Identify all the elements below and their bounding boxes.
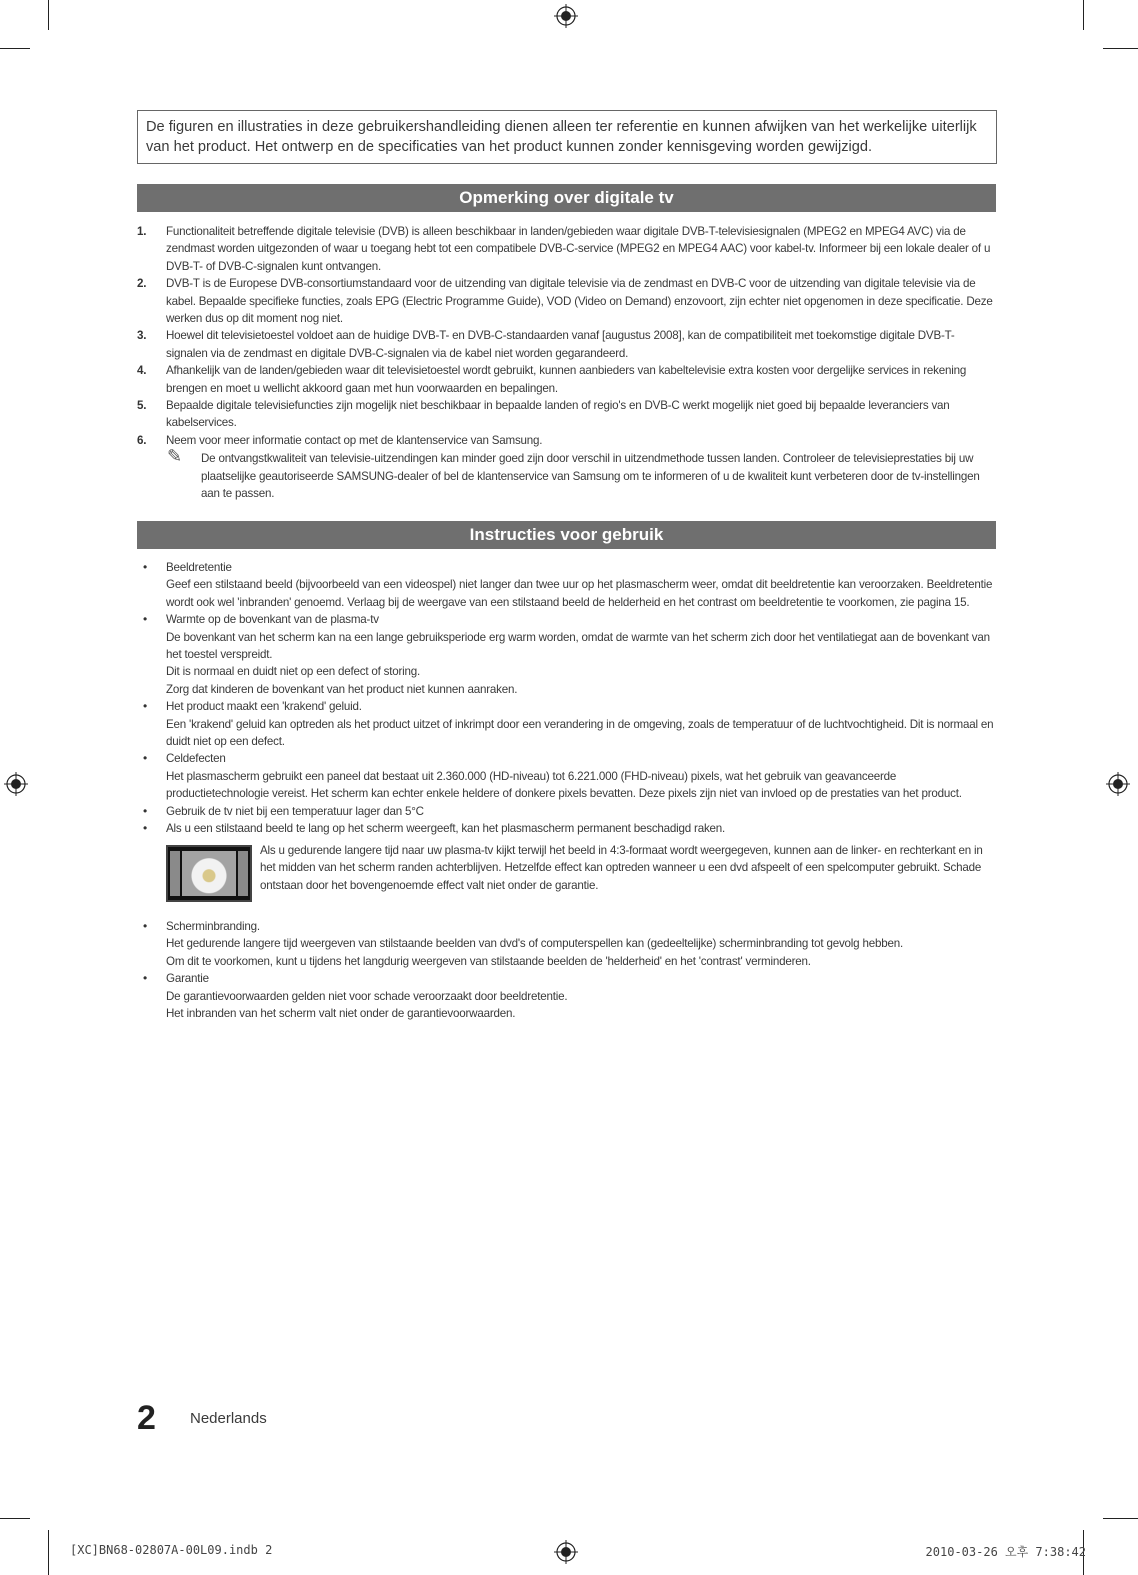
item-text: Hoewel dit televisietoestel voldoet aan de huidige DVB-T- en DVB-C-standaarden vanaf [augustus 2008], kan de compatibiliteit met toekomstige digitale DVB-T-signalen via de zendmast en digitale DVB-C-signalen via de kabel niet worden gegarandeerd. xyxy=(166,329,955,360)
bullet-icon: • xyxy=(143,699,148,714)
bullet-text: De garantievoorwaarden gelden niet voor schade veroorzaakt door beeldretentie. xyxy=(166,989,568,1003)
item-number: 1. xyxy=(137,225,147,238)
section-header-digital-tv: Opmerking over digitale tv xyxy=(137,184,996,212)
bullet-heading: Gebruik de tv niet bij een temperatuur lager dan 5°C xyxy=(166,804,424,818)
bullet-text: Zorg dat kinderen de bovenkant van het product niet kunnen aanraken. xyxy=(166,682,518,696)
flower-image xyxy=(182,851,236,896)
side-bar xyxy=(238,851,248,896)
crop-mark xyxy=(0,48,30,49)
bullet-text: Het plasmascherm gebruikt een paneel dat bestaat uit 2.360.000 (HD-niveau) tot 6.221.000 (FHD-niveau) pixels, wat het gebruik van geavanceerde productietechnologie vereist. Het scherm kan echter enkele heldere of donkere pixels bevatten. Deze pixels zijn niet van invloed op de prestaties van het product. xyxy=(166,769,962,801)
bullet-text: Het gedurende langere tijd weergeven van stilstaande beelden van dvd's of computerspellen kan (gedeeltelijke) scherminbranding tot gevolg hebben. xyxy=(166,937,903,951)
crop-mark xyxy=(48,1530,49,1575)
list-item xyxy=(137,223,995,275)
item-text: DVB-T is de Europese DVB-consortiumstandaard voor de uitzending van digitale televisie via de zendmast en DVB-C voor de uitzending van digitale televisie via de kabel. Bepaalde specifieke functies, zoals EPG (Electric Programme Guide), VOD (Video on Demand) enzovoort, zijn echter niet opgenomen in deze specificatie. Deze werken dus op dit moment nog niet. xyxy=(166,277,993,326)
bullet-icon: • xyxy=(143,919,148,933)
print-timestamp: 2010-03-26 오후 7:38:42 xyxy=(925,1545,1086,1559)
crop-mark xyxy=(1103,1518,1138,1519)
bullet-item xyxy=(137,820,995,837)
instructions-list-continued xyxy=(137,918,995,1022)
item-number: 6. xyxy=(137,433,147,447)
bullet-text: Dit is normaal en duidt niet op een defect of storing. xyxy=(166,665,421,679)
section-header-instructions: Instructies voor gebruik xyxy=(137,521,996,549)
bullet-text: Een 'krakend' geluid kan optreden als het product uitzet of inkrimpt door een verandering in de omgeving, zoals de temperatuur of de luchtvochtigheid. Dit is normaal en duidt niet op een defect. xyxy=(166,717,994,749)
note xyxy=(137,446,995,502)
bullet-text: Om dit te voorkomen, kunt u tijdens het langdurig weergeven van stilstaande beelden de 'helderheid' en het 'contrast' verminderen. xyxy=(166,954,811,968)
registration-mark-icon xyxy=(4,772,28,796)
bullet-text: Geef een stilstaand beeld (bijvoorbeeld van een videospel) niet langer dan twee uur op het plasmascherm weer, omdat dit beeldretentie kan veroorzaken. Beeldretentie wordt ook wel 'inbranden' genoemd. Verlaag bij de weergave van een stilstaand beeld de helderheid en het contrast om beeldretentie te voorkomen, zie pagina 15. xyxy=(166,578,993,609)
bullet-item xyxy=(137,918,995,970)
bullet-item xyxy=(137,559,995,611)
registration-mark-icon xyxy=(1106,772,1130,796)
bullet-icon: • xyxy=(143,612,148,627)
tv-screen-illustration xyxy=(166,845,252,902)
item-text: Bepaalde digitale televisiefuncties zijn mogelijk niet beschikbaar in bepaalde landen of regio's en DVB-C werkt mogelijk niet goed bij bepaalde leveranciers van kabelservices. xyxy=(166,399,950,430)
bullet-text: De bovenkant van het scherm kan na een lange gebruiksperiode erg warm worden, omdat de warmte van het scherm zich door het ventilatiegat aan de bovenkant van het toestel verspreidt. xyxy=(166,630,990,662)
list-item xyxy=(137,432,995,449)
bullet-item xyxy=(137,803,995,820)
side-bar xyxy=(170,851,180,896)
item-text: Neem voor meer informatie contact op met de klantenservice van Samsung. xyxy=(166,433,543,447)
disclaimer-box: De figuren en illustraties in deze gebruikershandleiding dienen alleen ter referentie en kunnen afwijken van het werkelijke uiterlijk van het product. Het ontwerp en de specificaties van het product kunnen zonder kennisgeving worden gewijzigd. xyxy=(137,110,997,164)
registration-mark-icon xyxy=(554,1540,578,1564)
instructions-list xyxy=(137,559,995,838)
crop-mark xyxy=(48,0,49,30)
bullet-icon: • xyxy=(143,971,148,986)
print-file-name: [XC]BN68-02807A-00L09.indb 2 xyxy=(70,1543,273,1557)
list-item xyxy=(137,362,995,397)
item-text: Afhankelijk van de landen/gebieden waar dit televisietoestel wordt gebruikt, kunnen aanbieders van kabeltelevisie extra kosten voor dergelijke services in rekening brengen en moet u wellicht akkoord gaan met hun voorwaarden en bepalingen. xyxy=(166,364,967,395)
bullet-heading: Als u een stilstaand beeld te lang op het scherm weergeeft, kan het plasmascherm permanent beschadigd raken. xyxy=(166,822,726,836)
crop-mark xyxy=(1103,48,1138,49)
bullet-heading: Beeldretentie xyxy=(166,561,232,574)
item-text: Functionaliteit betreffende digitale televisie (DVB) is alleen beschikbaar in landen/gebieden waar digitale DVB-T-televisiesignalen (MPEG2 en MPEG4 AVC) via de zendmast worden uitgezonden of waar u toegang hebt tot een compatibele DVB-C-service (MPEG2 en MPEG4 AAC) voor kabel-tv. Informeer bij een lokale dealer of u DVB-T- of DVB-C-signalen kunt ontvangen. xyxy=(166,225,991,273)
bullet-item xyxy=(137,970,995,1022)
bullet-icon: • xyxy=(143,560,148,574)
bullet-icon: • xyxy=(143,821,148,836)
bullet-heading: Het product maakt een 'krakend' geluid. xyxy=(166,700,362,714)
item-number: 4. xyxy=(137,364,147,378)
bullet-item xyxy=(137,611,995,698)
bullet-text: Het inbranden van het scherm valt niet onder de garantievoorwaarden. xyxy=(166,1007,516,1021)
page-number: 2 xyxy=(137,1399,156,1437)
language-label: Nederlands xyxy=(190,1410,267,1427)
bullet-heading: Garantie xyxy=(166,972,209,986)
bullet-icon: • xyxy=(143,751,148,766)
item-number: 3. xyxy=(137,329,147,343)
figure-caption: Als u gedurende langere tijd naar uw plasma-tv kijkt terwijl het beeld in 4:3-formaat wordt weergegeven, kunnen aan de linker- en rechterkant en in het midden van het scherm randen achterblijven. Hetzelfde effect kan optreden wanneer u een dvd afspeelt of een spelcomputer gebruikt. Schade ontstaan door het bovengenoemde effect valt niet onder de garantie. xyxy=(260,844,983,892)
item-number: 5. xyxy=(137,399,147,413)
bullet-heading: Warmte op de bovenkant van de plasma-tv xyxy=(166,613,379,627)
burn-in-figure xyxy=(166,842,996,906)
list-item xyxy=(137,397,995,432)
bullet-heading: Celdefecten xyxy=(166,752,226,766)
list-item xyxy=(137,275,995,327)
bullet-item xyxy=(137,698,995,750)
bullet-icon: • xyxy=(143,803,148,818)
list-item xyxy=(137,327,995,362)
crop-mark xyxy=(1083,0,1084,30)
bullet-item xyxy=(137,750,995,802)
pencil-note-icon: ✎ xyxy=(167,446,182,467)
registration-mark-icon xyxy=(554,4,578,28)
crop-mark xyxy=(0,1518,30,1519)
bullet-heading: Scherminbranding. xyxy=(166,920,260,933)
item-number: 2. xyxy=(137,277,147,291)
digital-tv-list xyxy=(137,223,995,503)
note-text: De ontvangstkwaliteit van televisie-uitzendingen kan minder goed zijn door verschil in uitzendmethode tussen landen. Controleer de televisieprestaties bij uw plaatselijke geautoriseerde SAMSUNG-dealer of bel de klantenservice van Samsung om te informeren of u de kwaliteit kunt verbeteren door de tv-instellingen aan te passen. xyxy=(201,452,980,501)
